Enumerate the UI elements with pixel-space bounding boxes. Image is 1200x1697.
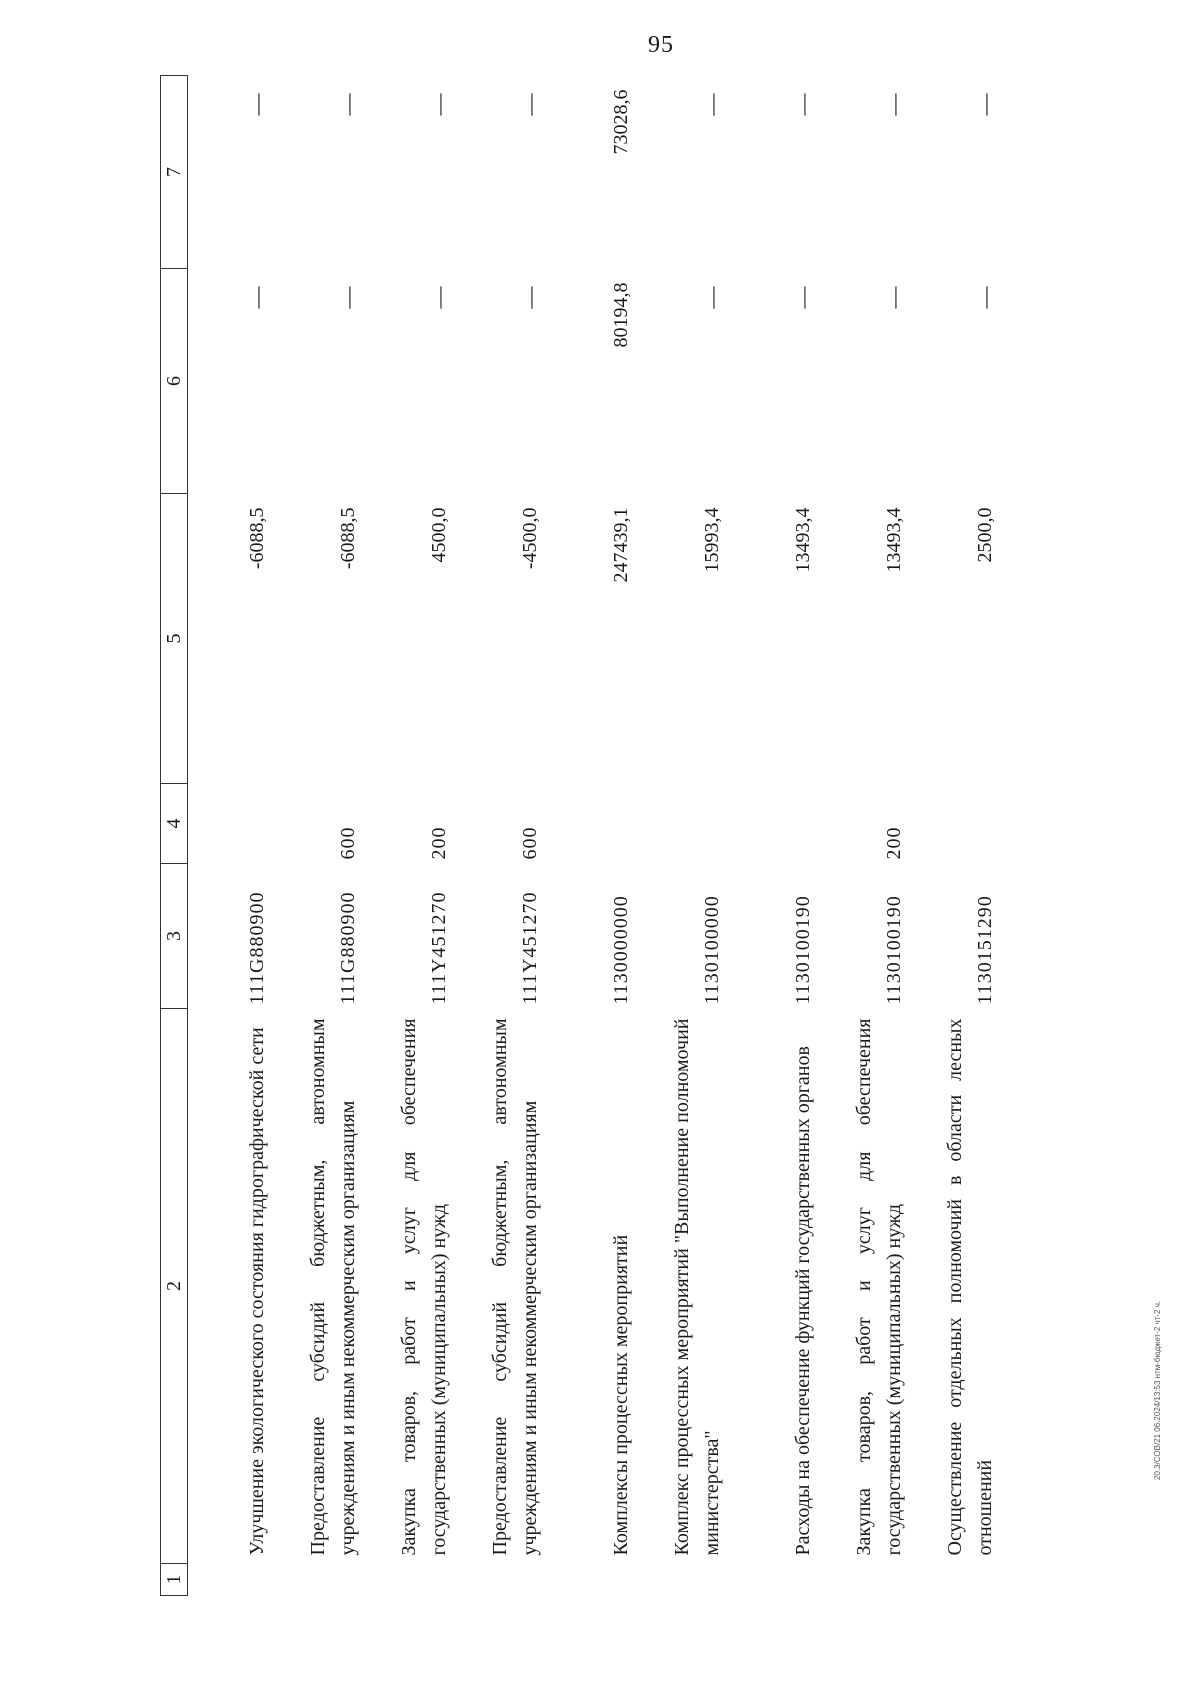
row-value-6: — [425, 286, 451, 309]
table-row [188, 76, 279, 1596]
row-expense-type: 200 [427, 826, 450, 860]
row-value-6: — [789, 286, 815, 309]
row-name: Комплексы процессных мероприятий [609, 1234, 632, 1556]
row-value-5: -6088,5 [336, 507, 359, 570]
row-expense-type: 200 [882, 826, 905, 860]
row-code: 1130100000 [700, 895, 723, 1005]
row-code: 111Y451270 [427, 891, 450, 1005]
budget-table [160, 75, 1007, 1596]
row-value-7: — [880, 93, 906, 116]
row-value-7: — [425, 93, 451, 116]
row-name: Комплекс процессных мероприятий "Выполнение полномочий министерства" [670, 1018, 723, 1556]
table-row [370, 76, 461, 1596]
row-code: 1130000000 [609, 895, 632, 1005]
row-value-5: 13493,4 [882, 507, 905, 573]
row-value-5: 13493,4 [791, 507, 814, 573]
table-row [461, 76, 552, 1596]
row-value-7: — [698, 93, 724, 116]
column-header: 4 [161, 784, 188, 864]
row-name: Расходы на обеспечение функций государственных органов [791, 1046, 814, 1556]
row-expense-type [916, 784, 1007, 864]
row-value-5: 4500,0 [427, 507, 450, 563]
budget-table-rotated [160, 76, 1070, 1596]
column-header: 2 [161, 1009, 188, 1564]
column-header: 1 [161, 1564, 188, 1596]
row-code: 111G880900 [336, 891, 359, 1005]
row-code: 111Y451270 [518, 891, 541, 1005]
row-value-5: -6088,5 [245, 507, 268, 570]
table-row [916, 76, 1007, 1596]
table-row [825, 76, 916, 1596]
row-value-5: 247439,1 [609, 507, 632, 583]
row-value-5: 2500,0 [973, 507, 996, 563]
row-expense-type [643, 784, 734, 864]
row-value-7: 73028,6 [609, 89, 632, 155]
row-expense-type: 600 [336, 826, 359, 860]
row-value-7: — [516, 93, 542, 116]
column-header: 7 [161, 76, 188, 269]
row-value-6: — [880, 286, 906, 309]
row-value-6: — [334, 286, 360, 309]
row-name: Улучшение экологического состояния гидрографической сети [245, 1027, 268, 1556]
row-name: Закупка товаров, работ и услуг для обеспечения государственных (муниципальных) нужд [852, 1018, 905, 1556]
table-row [279, 76, 370, 1596]
row-code: 1130100190 [791, 895, 814, 1005]
table-row [643, 76, 734, 1596]
row-value-6: — [971, 286, 997, 309]
row-value-6: — [698, 286, 724, 309]
row-name: Закупка товаров, работ и услуг для обеспечения государственных (муниципальных) нужд [397, 1018, 450, 1556]
row-name: Осуществление отдельных полномочий в области лесных отношений [943, 1018, 996, 1556]
row-name: Предоставление субсидий бюджетным, автономным учреждениям и иным некоммерческим организациям [306, 1018, 359, 1556]
row-value-7: — [243, 93, 269, 116]
row-value-5: -4500,0 [518, 507, 541, 570]
table-header-row [161, 76, 188, 1596]
row-expense-type: 600 [518, 826, 541, 860]
table-row [552, 76, 643, 1596]
row-value-5: 15993,4 [700, 507, 723, 573]
column-header: 5 [161, 494, 188, 784]
row-value-7: — [334, 93, 360, 116]
row-expense-type [552, 784, 643, 864]
row-value-6: 80194,8 [609, 282, 632, 348]
row-value-7: — [971, 93, 997, 116]
page-number: 95 [648, 32, 674, 58]
row-name: Предоставление субсидий бюджетным, автономным учреждениям и иным некоммерческим организациям [488, 1018, 541, 1556]
row-code: 1130151290 [973, 895, 996, 1005]
row-code: 1130100190 [882, 895, 905, 1005]
table-row [734, 76, 825, 1596]
row-value-6: — [516, 286, 542, 309]
row-value-6: — [243, 286, 269, 309]
row-value-7: — [789, 93, 815, 116]
column-header: 3 [161, 864, 188, 1009]
document-stamp: 20.3/СОВ/21 06.2024/13:53 нтм-бюджет-2 чт-2 ч. [1153, 1300, 1162, 1480]
row-code: 111G880900 [245, 891, 268, 1005]
row-expense-type [188, 784, 279, 864]
column-header: 6 [161, 269, 188, 494]
row-expense-type [734, 784, 825, 864]
